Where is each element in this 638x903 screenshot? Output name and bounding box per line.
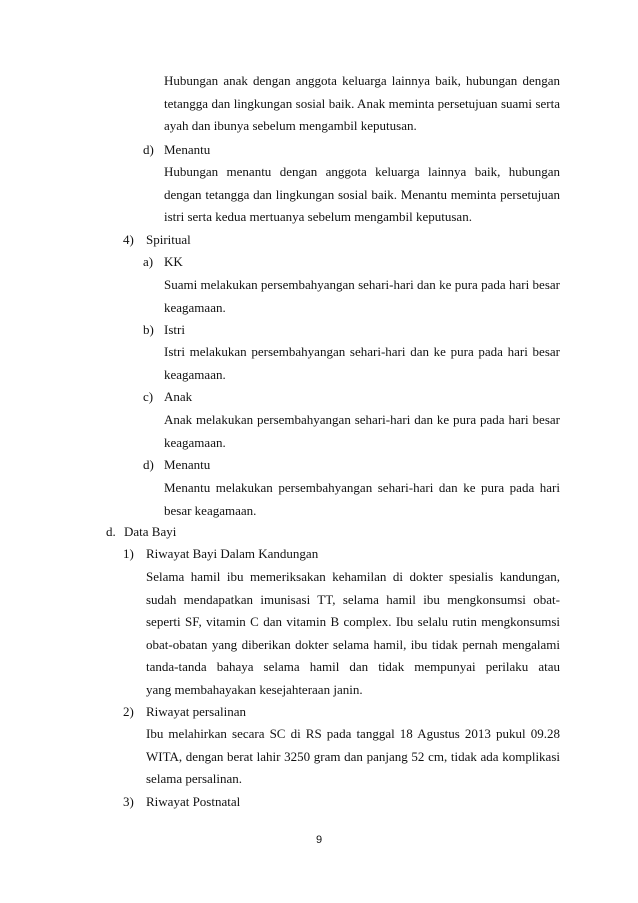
list-marker: 4): [123, 232, 134, 247]
text-line: keagamaan.: [164, 434, 226, 450]
text-line: yang membahayakan kesejahteraan janin.: [146, 681, 363, 697]
anak-paragraph: [164, 409, 560, 454]
text-line: Hubungan anak dengan anggota keluarga lainnya baik, hubungan dengan: [164, 73, 560, 88]
item-heading-istri: Istri: [164, 322, 185, 337]
text-line: Hubungan menantu dengan anggota keluarga lainnya baik, hubungan: [164, 164, 560, 179]
anak-social-paragraph: [164, 70, 560, 138]
text-line: keagamaan.: [164, 299, 226, 315]
text-line: keagamaan.: [164, 366, 226, 382]
riwayat-persalinan-paragraph: [146, 723, 560, 791]
riwayat-kandungan-paragraph: [146, 566, 560, 701]
text-line: WITA, dengan berat lahir 3250 gram dan panjang 52 cm, tidak ada komplikasi: [146, 748, 560, 764]
text-line: seperti SF, vitamin C dan vitamin B complex. Ibu selalu rutin mengkonsumsi: [146, 614, 560, 629]
text-line: Menantu melakukan persembahyangan sehari-hari dan ke pura pada hari: [164, 480, 560, 495]
item-heading-menantu: Menantu: [164, 142, 211, 157]
text-line: obat-obatan yang diberikan dokter selama hamil, ibu tidak pernah mengalami: [146, 636, 560, 652]
list-marker: d.: [106, 524, 116, 539]
list-marker: d): [143, 457, 154, 472]
text-line: sudah mendapatkan imunisasi TT, selama hamil ibu mengkonsumsi obat-: [146, 591, 560, 607]
list-marker: 1): [123, 546, 134, 561]
item-heading-riwayat-persalinan: Riwayat persalinan: [146, 704, 246, 719]
text-line: istri serta kedua mertuanya sebelum mengambil keputusan.: [164, 209, 472, 224]
item-heading-riwayat-postnatal: Riwayat Postnatal: [146, 794, 241, 809]
text-line: Ibu melahirkan secara SC di RS pada tanggal 18 Agustus 2013 pukul 09.28: [146, 726, 560, 741]
item-heading-riwayat-kandungan: Riwayat Bayi Dalam Kandungan: [146, 546, 319, 561]
text-line: tanda-tanda bahaya selama hamil dan tidak mempunyai perilaku atau: [146, 659, 560, 674]
menantu-social-paragraph: [164, 161, 560, 229]
text-line: selama persalinan.: [146, 771, 243, 786]
list-marker: 2): [123, 704, 134, 719]
list-marker: d): [143, 142, 154, 157]
item-heading-menantu-spiritual: Menantu: [164, 457, 211, 472]
text-line: Istri melakukan persembahyangan sehari-hari dan ke pura pada hari besar: [164, 344, 560, 359]
section-heading-spiritual: Spiritual: [146, 232, 191, 247]
text-line: besar keagamaan.: [164, 502, 257, 518]
section-heading-data-bayi: Data Bayi: [124, 524, 177, 539]
text-line: ayah dan ibunya sebelum mengambil keputusan.: [164, 118, 417, 133]
text-line: Anak melakukan persembahyangan sehari-hari dan ke pura pada hari besar: [164, 412, 560, 427]
text-line: Suami melakukan persembahyangan sehari-hari dan ke pura pada hari besar: [164, 277, 560, 292]
item-heading-anak: Anak: [164, 389, 193, 404]
text-line: dengan tetangga dan lingkungan sosial baik. Menantu meminta persetujuan: [164, 186, 560, 202]
list-marker: a): [143, 254, 154, 269]
list-marker: c): [143, 389, 154, 404]
page-number: 9: [315, 834, 323, 846]
kk-paragraph: [164, 274, 560, 319]
istri-paragraph: [164, 341, 560, 386]
menantu-spiritual-paragraph: [164, 477, 560, 522]
text-line: Selama hamil ibu memeriksakan kehamilan di dokter spesialis kandungan,: [146, 569, 560, 584]
list-marker: b): [143, 322, 154, 337]
text-line: tetangga dan lingkungan sosial baik. Anak meminta persetujuan suami serta: [164, 95, 560, 111]
list-marker: 3): [123, 794, 134, 809]
item-heading-kk: KK: [164, 254, 183, 269]
